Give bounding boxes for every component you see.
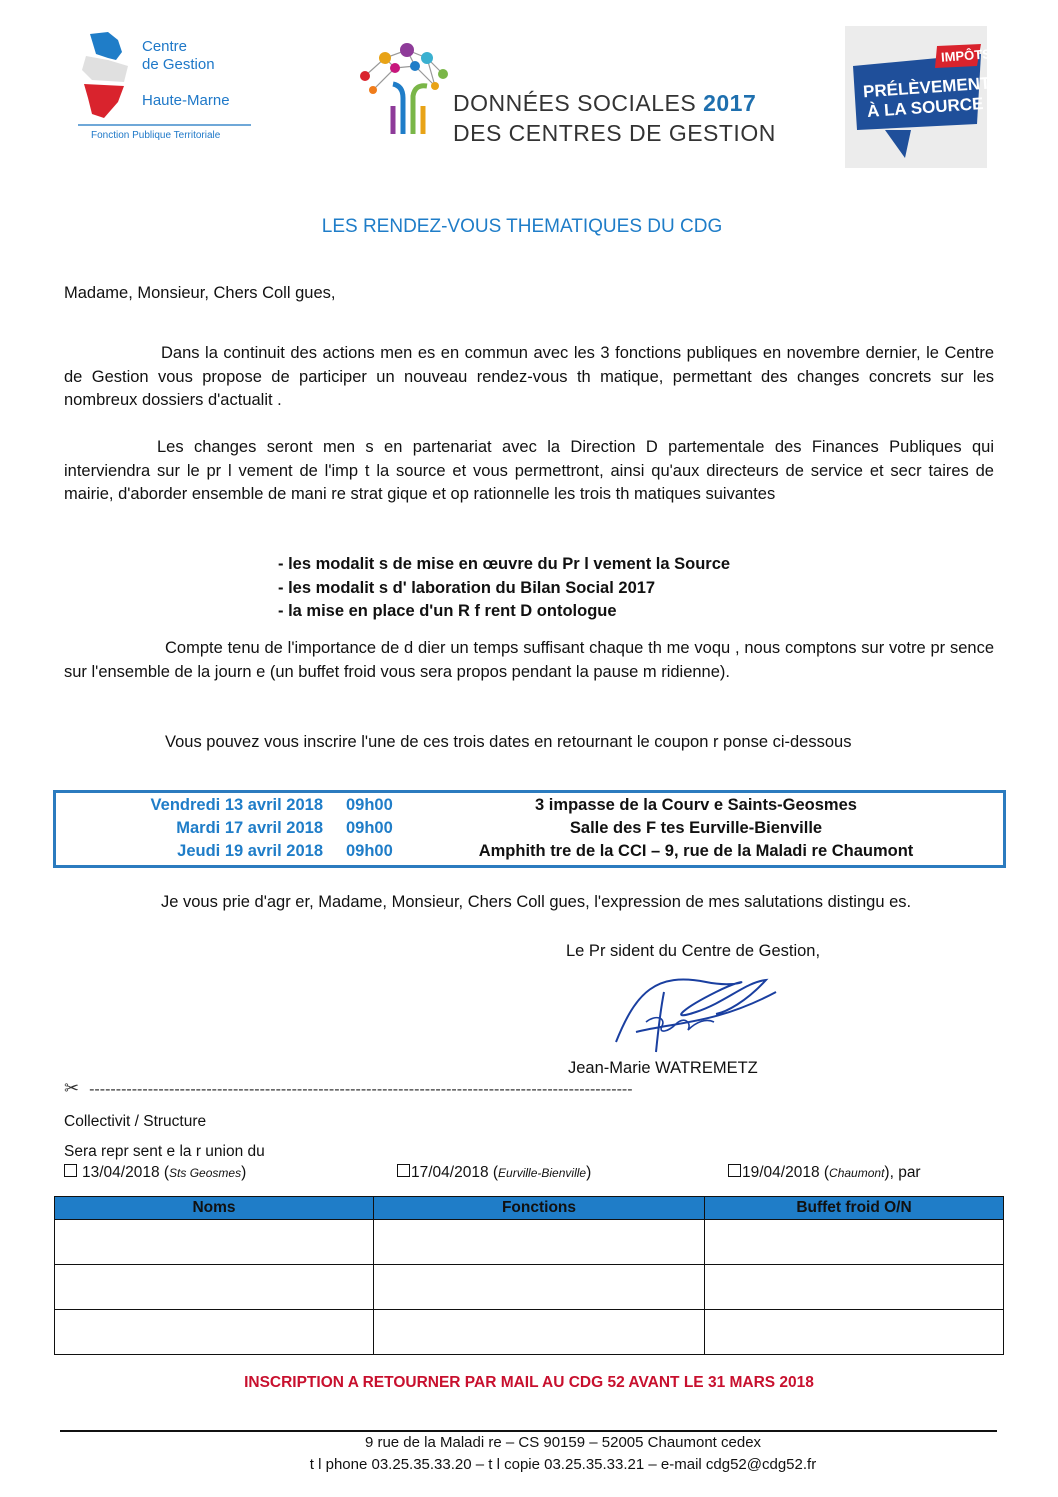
option-date: 17/04/2018 ( [411,1164,499,1181]
session-row [56,819,1003,842]
sessions-box [53,790,1006,868]
date-option-2[interactable] [397,1164,591,1182]
pas-logo-line2: PRÉLÈVEMENT [862,73,992,102]
footer-contact: t l phone 03.25.35.33.20 – t l copie 03.25.35.33.21 – e-mail cdg52@cdg52.fr [309,1456,817,1473]
cdg-logo-line3: Haute-Marne [142,92,230,109]
table-cell[interactable] [374,1265,705,1310]
paragraph-intro: Dans la continuit des actions men es en commun avec les 3 fonctions publiques en novembre dernier, le Centre de Gestion vous propose de participer un nouveau rendez-vous th matique, permettant des changes concrets sur les nombreux dossiers d'actualit . [64,344,994,409]
pas-logo-line3: À LA SOURCE [866,93,984,122]
table-cell[interactable] [705,1220,1004,1265]
salutation: Madame, Monsieur, Chers Coll gues, [64,284,336,302]
option-date: 13/04/2018 ( [82,1164,170,1181]
session-location: Salle des F tes Eurville-Bienville [569,819,823,837]
handwritten-signature [596,952,796,1062]
checkbox[interactable] [64,1164,77,1177]
column-header-fonctions: Fonctions [374,1197,705,1220]
table-cell[interactable] [374,1310,705,1355]
network-tree-icon [355,36,451,136]
table-row [55,1310,1004,1355]
registration-table [54,1196,1004,1355]
cut-line [64,1078,633,1099]
donnees-sociales-line1-text: DONNÉES SOCIALES [453,90,704,116]
session-date: Mardi 17 avril 2018 [176,819,323,837]
collectivite-label: Collectivit / Structure [64,1113,207,1130]
option-place: Chaumont [829,1166,885,1180]
table-row [55,1220,1004,1265]
option-tail: ) [586,1164,592,1181]
column-header-noms: Noms [55,1197,374,1220]
checkbox[interactable] [397,1164,410,1177]
closing-paragraph: Je vous prie d'agr er, Madame, Monsieur, Chers Coll gues, l'expression de mes salutations distingu es. [161,893,912,911]
signatory-name: Jean-Marie WATREMETZ [568,1059,758,1077]
option-date: 19/04/2018 ( [742,1164,830,1181]
date-option-3[interactable] [728,1164,921,1182]
footer-divider [60,1430,997,1432]
option-place: Eurville-Bienville [498,1166,587,1180]
session-location: Amphith tre de la CCI – 9, rue de la Maladi re Chaumont [478,842,914,860]
session-time: 09h00 [346,842,393,860]
session-date: Jeudi 19 avril 2018 [177,842,323,860]
session-time: 09h00 [346,796,393,814]
option-tail: ) [241,1164,247,1181]
paragraph-registration: Vous pouvez vous inscrire l'une de ces trois dates en retournant le coupon r ponse ci-dessous [165,733,852,751]
table-cell[interactable] [705,1310,1004,1355]
session-time: 09h00 [346,819,393,837]
signatory-role: Le Pr sident du Centre de Gestion, [566,942,821,960]
page-title: LES RENDEZ-VOUS THEMATIQUES DU CDG [321,216,723,237]
session-date: Vendredi 13 avril 2018 [150,796,323,814]
cdg-logo-tagline: Fonction Publique Territoriale [91,130,221,141]
checkbox[interactable] [728,1164,741,1177]
theme-item: - la mise en place d'un R f rent D ontologue [278,602,617,620]
theme-item: - les modalit s d' laboration du Bilan Social 2017 [278,578,656,597]
return-notice: INSCRIPTION A RETOURNER PAR MAIL AU CDG 52 AVANT LE 31 MARS 2018 [244,1374,814,1391]
session-row [56,796,1003,819]
table-row [55,1265,1004,1310]
theme-item: - les modalit s de mise en œuvre du Pr l vement la Source [278,555,731,573]
table-cell[interactable] [55,1220,374,1265]
session-location: 3 impasse de la Courv e Saints-Geosmes [535,796,857,814]
table-cell[interactable] [55,1310,374,1355]
donnees-sociales-year: 2017 [703,90,757,116]
option-place: Sts Geosmes [169,1166,242,1180]
column-header-buffet: Buffet froid O/N [705,1197,1004,1220]
session-row [56,842,1003,865]
paragraph-partnership: Les changes seront men s en partenariat avec la Direction D partementale des Finances Publiques qui interviendra sur le pr l vement de l'imp t la source et vous permettront, ainsi qu'aux directeurs de service et secr taires de mairie, d'aborder ensemble de mani re strat gique et op rationnelle les trois th matiques suivantes [64,438,994,503]
scissors-icon: ✂ [64,1078,80,1098]
cdg-logo-line1: Centre [142,38,188,55]
cdg-logo-line2: de Gestion [142,56,215,73]
donnees-sociales-logo [355,36,776,156]
date-option-1[interactable] [64,1164,246,1182]
option-tail: ), par [884,1164,921,1181]
represented-label: Sera repr sent e la r union du [64,1143,265,1160]
table-cell[interactable] [374,1220,705,1265]
donnees-sociales-line2: DES CENTRES DE GESTION [453,120,776,146]
donnees-sociales-line1 [453,90,756,117]
cdg-logo [78,30,253,150]
table-cell[interactable] [705,1265,1004,1310]
table-cell[interactable] [55,1265,374,1310]
paragraph-attendance: Compte tenu de l'importance de d dier un temps suffisant chaque th me voqu , nous comptons sur votre pr sence sur l'ensemble de la journ e (un buffet froid vous sera propos pendant la pause m ridienne). [64,639,994,681]
footer-address: 9 rue de la Maladi re – CS 90159 – 52005 Chaumont cedex [364,1434,762,1451]
themes-list [278,553,730,624]
haute-marne-map-icon [78,30,142,122]
cdg-logo-rule [78,124,251,126]
signature-block [566,940,821,1077]
pas-logo-line1: IMPÔTS [940,46,992,65]
table-header-row [55,1197,1004,1220]
cut-dashes: ------------------------------------------------------------------------------------------------------ [89,1081,633,1098]
prelevement-source-logo [845,26,992,168]
